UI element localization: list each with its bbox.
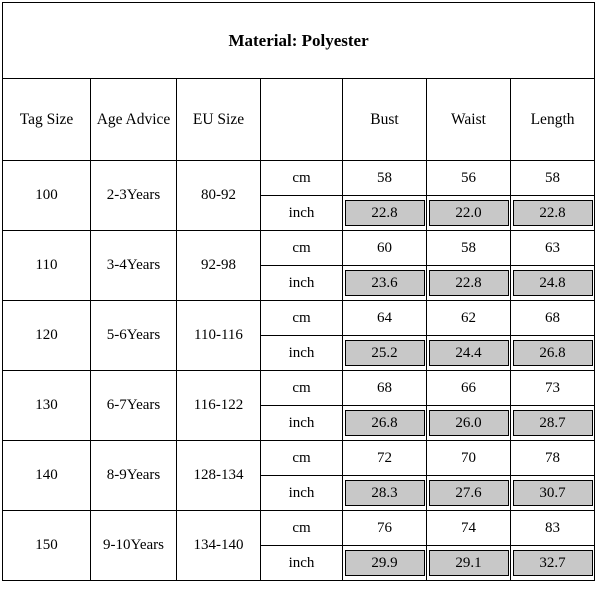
table-row <box>3 161 595 196</box>
length-inch-cell <box>511 546 595 581</box>
length-cm-cell: 83 <box>511 511 595 546</box>
unit-cm-cell: cm <box>261 371 343 406</box>
waist-cm-cell: 66 <box>427 371 511 406</box>
length-inch-value: 32.7 <box>513 550 593 576</box>
waist-inch-cell <box>427 546 511 581</box>
eu-size-cell: 110-116 <box>177 301 261 371</box>
waist-inch-cell <box>427 266 511 301</box>
waist-inch-cell <box>427 196 511 231</box>
size-chart <box>2 2 594 596</box>
bust-cm-cell: 68 <box>343 371 427 406</box>
bust-inch-value: 26.8 <box>345 410 425 436</box>
tag-size-cell: 140 <box>3 441 91 511</box>
length-cm-cell: 63 <box>511 231 595 266</box>
unit-inch-cell: inch <box>261 476 343 511</box>
waist-inch-cell <box>427 406 511 441</box>
bust-inch-cell <box>343 476 427 511</box>
size-table <box>2 2 595 581</box>
header-row <box>3 79 595 161</box>
unit-cm-cell: cm <box>261 511 343 546</box>
tag-size-cell: 150 <box>3 511 91 581</box>
waist-cm-cell: 74 <box>427 511 511 546</box>
waist-inch-value: 24.4 <box>429 340 509 366</box>
unit-inch-cell: inch <box>261 546 343 581</box>
bust-inch-value: 23.6 <box>345 270 425 296</box>
length-inch-value: 30.7 <box>513 480 593 506</box>
unit-inch-cell: inch <box>261 406 343 441</box>
waist-inch-value: 26.0 <box>429 410 509 436</box>
waist-inch-value: 22.8 <box>429 270 509 296</box>
age-advice-cell: 8-9Years <box>91 441 177 511</box>
waist-inch-value: 27.6 <box>429 480 509 506</box>
bust-inch-cell <box>343 336 427 371</box>
length-inch-cell <box>511 406 595 441</box>
length-inch-cell <box>511 266 595 301</box>
bust-cm-cell: 64 <box>343 301 427 336</box>
waist-cm-cell: 58 <box>427 231 511 266</box>
waist-cm-cell: 70 <box>427 441 511 476</box>
age-advice-cell: 5-6Years <box>91 301 177 371</box>
table-title: Material: Polyester <box>3 3 595 79</box>
unit-cm-cell: cm <box>261 161 343 196</box>
waist-cm-cell: 56 <box>427 161 511 196</box>
waist-cm-cell: 62 <box>427 301 511 336</box>
header-length: Length <box>511 79 595 161</box>
age-advice-cell: 3-4Years <box>91 231 177 301</box>
header-age-advice: Age Advice <box>91 79 177 161</box>
tag-size-cell: 100 <box>3 161 91 231</box>
length-inch-cell <box>511 196 595 231</box>
unit-inch-cell: inch <box>261 196 343 231</box>
bust-cm-cell: 58 <box>343 161 427 196</box>
length-inch-value: 28.7 <box>513 410 593 436</box>
unit-cm-cell: cm <box>261 441 343 476</box>
header-waist: Waist <box>427 79 511 161</box>
length-inch-value: 22.8 <box>513 200 593 226</box>
waist-inch-value: 22.0 <box>429 200 509 226</box>
bust-inch-cell <box>343 546 427 581</box>
age-advice-cell: 6-7Years <box>91 371 177 441</box>
length-inch-value: 26.8 <box>513 340 593 366</box>
eu-size-cell: 92-98 <box>177 231 261 301</box>
waist-inch-cell <box>427 336 511 371</box>
header-eu-size: EU Size <box>177 79 261 161</box>
tag-size-cell: 120 <box>3 301 91 371</box>
eu-size-cell: 128-134 <box>177 441 261 511</box>
tag-size-cell: 110 <box>3 231 91 301</box>
age-advice-cell: 9-10Years <box>91 511 177 581</box>
bust-inch-cell <box>343 196 427 231</box>
bust-inch-cell <box>343 266 427 301</box>
unit-cm-cell: cm <box>261 231 343 266</box>
eu-size-cell: 116-122 <box>177 371 261 441</box>
age-advice-cell: 2-3Years <box>91 161 177 231</box>
table-row <box>3 231 595 266</box>
unit-inch-cell: inch <box>261 266 343 301</box>
bust-cm-cell: 60 <box>343 231 427 266</box>
table-row <box>3 511 595 546</box>
header-tag-size: Tag Size <box>3 79 91 161</box>
bust-inch-value: 28.3 <box>345 480 425 506</box>
unit-inch-cell: inch <box>261 336 343 371</box>
table-row <box>3 301 595 336</box>
bust-inch-value: 29.9 <box>345 550 425 576</box>
table-row <box>3 371 595 406</box>
bust-cm-cell: 76 <box>343 511 427 546</box>
length-cm-cell: 78 <box>511 441 595 476</box>
table-row <box>3 441 595 476</box>
tag-size-cell: 130 <box>3 371 91 441</box>
unit-cm-cell: cm <box>261 301 343 336</box>
header-bust: Bust <box>343 79 427 161</box>
length-cm-cell: 68 <box>511 301 595 336</box>
length-cm-cell: 73 <box>511 371 595 406</box>
eu-size-cell: 134-140 <box>177 511 261 581</box>
length-inch-value: 24.8 <box>513 270 593 296</box>
bust-inch-value: 22.8 <box>345 200 425 226</box>
length-inch-cell <box>511 476 595 511</box>
header-unit <box>261 79 343 161</box>
waist-inch-value: 29.1 <box>429 550 509 576</box>
waist-inch-cell <box>427 476 511 511</box>
bust-inch-cell <box>343 406 427 441</box>
length-inch-cell <box>511 336 595 371</box>
bust-cm-cell: 72 <box>343 441 427 476</box>
bust-inch-value: 25.2 <box>345 340 425 366</box>
length-cm-cell: 58 <box>511 161 595 196</box>
eu-size-cell: 80-92 <box>177 161 261 231</box>
